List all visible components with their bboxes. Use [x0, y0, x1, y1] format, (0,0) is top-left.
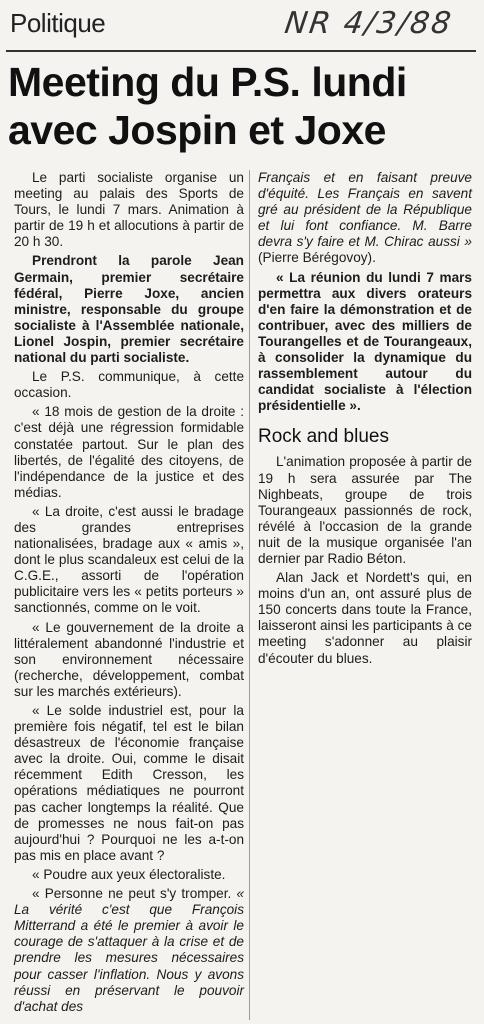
- paragraph: L'animation proposée à partir de 19 h sera assurée par The Nighbeats, groupe de trois Tourangeaux passionnés de rock, révélé à l'occasion de la grande nuit de la musique organisée l'an dernier par Radio Béton.: [258, 454, 472, 566]
- quote-attribution: (Pierre Bérégovoy).: [258, 250, 376, 266]
- header-rule: [6, 50, 476, 52]
- paragraph: « La droite, c'est aussi le bradage des grandes entreprises nationalisées, bradage aux « amis », dont le plus scandaleux est celui de la C.G.E., assorti de l'opération publicitaire vers les « petits porteurs » sanctionnés, comme on le voit.: [14, 503, 244, 616]
- quote-italic: « La vérité c'est que François Mitterrand a été le premier à avoir le courage de s'attaquer à la crise et de prendre les mesures nécessaires pour casser l'inflation. Nous y avons réussi en préservant le pouvoir d'achat des: [14, 886, 245, 1014]
- paragraph: Alan Jack et Nordett's qui, en moins d'un an, ont assuré plus de 150 concerts dans toute la France, laisseront ainsi les participants à ce meeting s'adonner au plaisir d'écouter du blues.: [258, 570, 472, 666]
- paragraph: [258, 170, 472, 267]
- paragraph: « La réunion du lundi 7 mars permettra aux divers orateurs d'en faire la démonstration et de contribuer, avec des milliers de Tourangelles et de Tourangeaux, à consolider la dynamique du rassemblement autour du candidat socialiste à l'élection présidentielle ».: [258, 269, 472, 414]
- article-headline: [8, 58, 478, 154]
- paragraph: « 18 mois de gestion de la droite : c'est déjà une régression formidable constatée partout. Sur le plan des libertés, de l'égalité des citoyens, de l'indépendance de la justice et des médias.: [14, 404, 244, 500]
- quote-italic-continued: Français et en faisant preuve d'équité. Les Français en savent gré au président de la République et lui font confiance. M. Barre devra s'y faire et M. Chirac aussi »: [258, 170, 472, 250]
- headline-line-2: avec Jospin et Joxe: [8, 107, 386, 153]
- headline-line-1: Meeting du P.S. lundi: [8, 59, 407, 105]
- paragraph: Prendront la parole Jean Germain, premier secrétaire fédéral, Pierre Joxe, ancien ministre, responsable du groupe socialiste à l'Assemblée nationale, Lionel Jospin, premier secrétaire national du parti socialiste.: [14, 253, 244, 366]
- paragraph: Le P.S. communique, à cette occasion.: [14, 369, 244, 401]
- paragraph: Le parti socialiste organise un meeting au palais des Sports de Tours, le lundi 7 mars. Animation à partir de 19 h et allocutions à partir de 20 h 30.: [14, 170, 244, 250]
- column-divider: [249, 170, 250, 1020]
- paragraph: « Le gouvernement de la droite a littéralement abandonné l'industrie et son environnement nécessaire (recherche, développement, combat sur les marchés extérieurs).: [14, 619, 244, 699]
- quote-intro: « Personne ne peut s'y tromper.: [32, 886, 232, 902]
- handwritten-date-note: NR 4/3/88: [282, 6, 455, 41]
- article-column-left: [14, 170, 244, 1018]
- subheading: Rock and blues: [258, 426, 389, 448]
- section-label: Politique: [10, 8, 106, 38]
- article-column-right: [258, 170, 472, 670]
- paragraph: [14, 886, 244, 1015]
- paragraph: « Poudre aux yeux électoraliste.: [32, 866, 226, 882]
- paragraph: « Le solde industriel est, pour la première fois négatif, tel est le bilan désastreux de l'économie française avec la droite. Oui, comme le disait récemment Edith Cresson, les opérations médiatiques ne pourront pas cacher longtemps la réalité. Que de promesses ne nous fait-on pas aujourd'hui ? Pourquoi ne les a-t-on pas mis en place avant ?: [14, 703, 244, 863]
